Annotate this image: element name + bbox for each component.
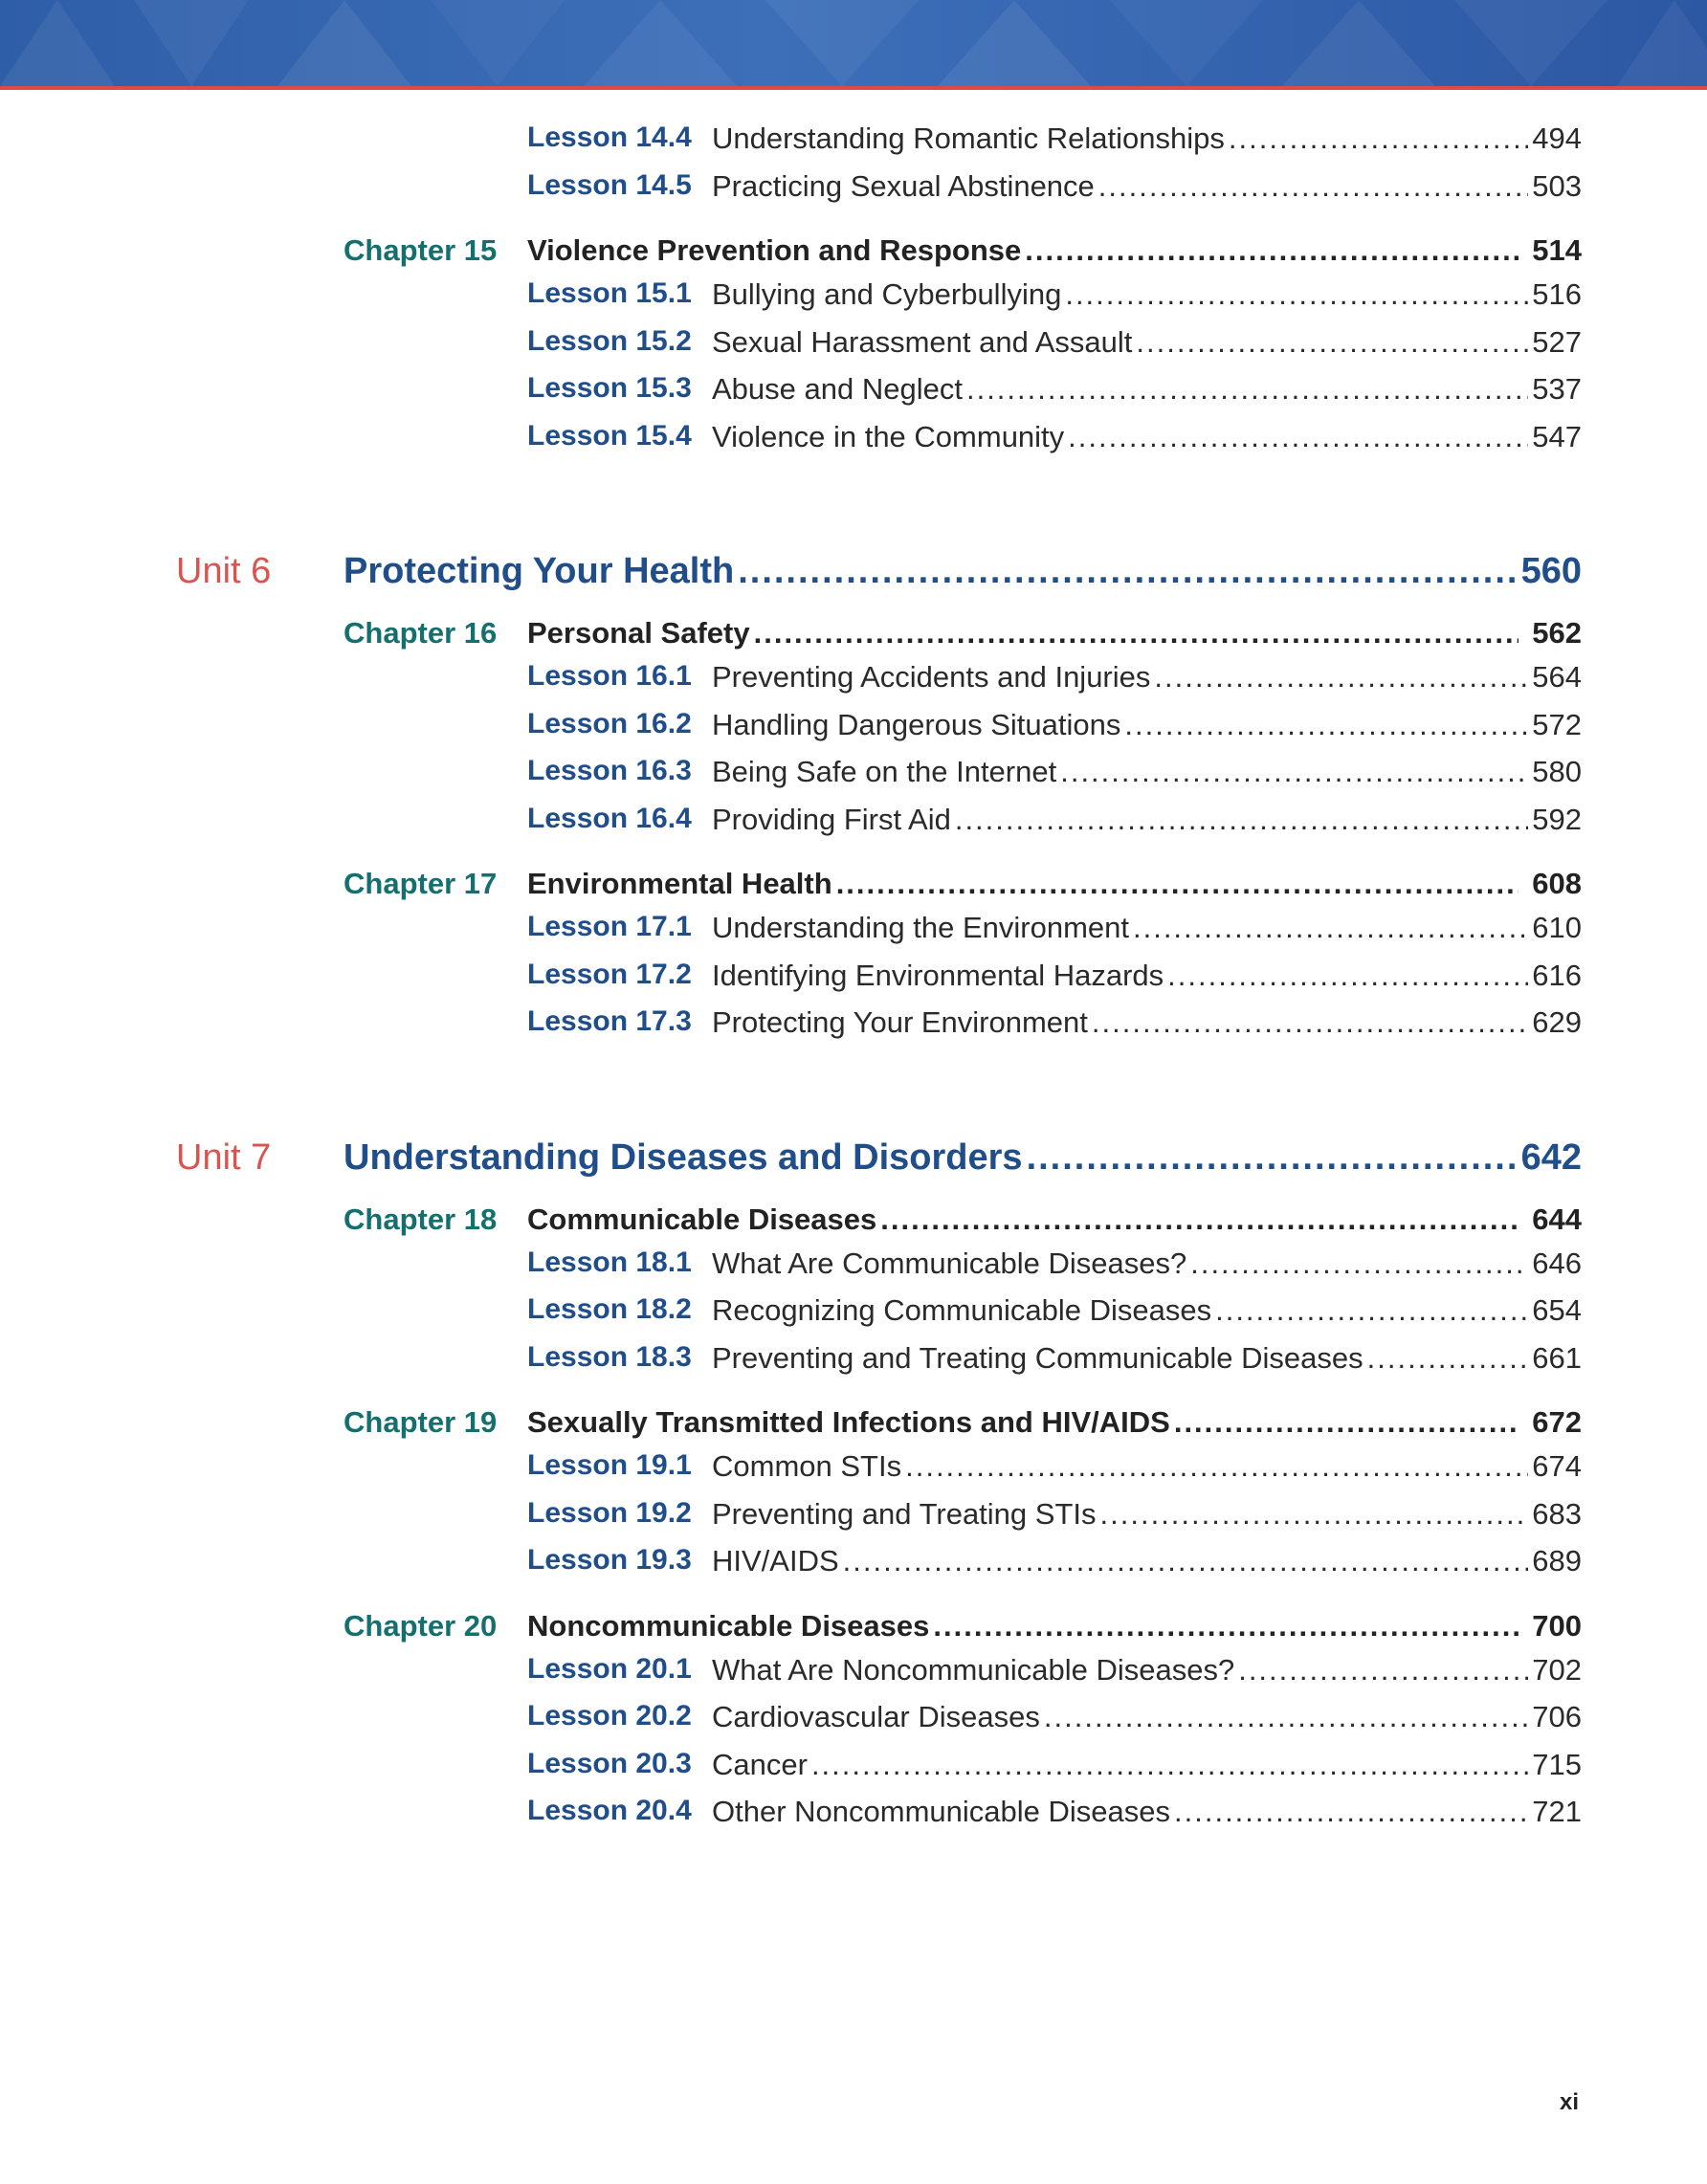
leader-dots (754, 616, 1519, 651)
lesson-title: Preventing Accidents and Injuries (712, 660, 1151, 694)
lesson-page: 629 (1532, 1005, 1582, 1039)
toc-lesson-row[interactable] (0, 1449, 1707, 1497)
lesson-title: Bullying and Cyberbullying (712, 277, 1062, 311)
leader-dots (1238, 1653, 1528, 1688)
table-of-contents (0, 121, 1707, 1842)
lesson-label: Lesson 19.2 (527, 1496, 692, 1529)
chapter-title: Noncommunicable Diseases (527, 1608, 930, 1643)
lesson-label: Lesson 20.3 (527, 1747, 692, 1779)
toc-lesson-row[interactable] (0, 277, 1707, 325)
lesson-label: Lesson 17.1 (527, 911, 692, 942)
banner-triangle-pattern (0, 0, 1707, 86)
lesson-title: What Are Communicable Diseases? (712, 1246, 1187, 1280)
leader-dots (843, 1544, 1529, 1578)
lesson-page: 706 (1532, 1700, 1582, 1733)
lesson-title: Providing First Aid (712, 802, 951, 836)
lesson-page: 646 (1532, 1246, 1582, 1280)
lesson-label: Lesson 20.1 (527, 1652, 692, 1685)
lesson-label: Lesson 14.4 (527, 121, 692, 153)
leader-dots (1044, 1700, 1528, 1734)
lesson-page: 702 (1532, 1652, 1582, 1687)
leader-dots (1215, 1293, 1528, 1328)
toc-lesson-row[interactable] (0, 1341, 1707, 1389)
leader-dots (1154, 660, 1528, 695)
lesson-title: Violence in the Community (712, 419, 1065, 453)
toc-lesson-row[interactable] (0, 1246, 1707, 1294)
lesson-title: Cardiovascular Diseases (712, 1700, 1040, 1733)
lesson-page: 516 (1532, 277, 1582, 311)
header-banner (0, 0, 1707, 88)
lesson-label: Lesson 16.2 (527, 707, 692, 739)
lesson-page: 527 (1532, 324, 1582, 359)
leader-dots (905, 1449, 1528, 1484)
lesson-title: Recognizing Communicable Diseases (712, 1293, 1212, 1327)
toc-lesson-row[interactable] (0, 169, 1707, 217)
lesson-label: Lesson 15.2 (527, 324, 692, 357)
toc-chapter-row[interactable] (0, 1609, 1707, 1647)
chapter-label: Chapter 15 (344, 233, 498, 267)
lesson-label: Lesson 19.1 (527, 1449, 692, 1481)
lesson-label: Lesson 16.3 (527, 755, 692, 786)
toc-chapter-row[interactable] (0, 1405, 1707, 1444)
chapter-page: 644 (1532, 1202, 1582, 1236)
lesson-page: 610 (1532, 911, 1582, 944)
chapter-page: 608 (1532, 867, 1582, 900)
leader-dots (1229, 121, 1528, 156)
lesson-title: Sexual Harassment and Assault (712, 324, 1133, 359)
lesson-page: 580 (1532, 755, 1582, 788)
unit-title: Understanding Diseases and Disorders (344, 1136, 1023, 1178)
lesson-label: Lesson 15.3 (527, 372, 692, 404)
toc-lesson-row[interactable] (0, 959, 1707, 1006)
lesson-page: 715 (1532, 1747, 1582, 1781)
chapter-label: Chapter 17 (344, 867, 498, 900)
lesson-label: Lesson 14.5 (527, 168, 692, 201)
lesson-page: 616 (1532, 958, 1582, 992)
leader-dots (1100, 1497, 1529, 1532)
lesson-title: Preventing and Treating STIs (712, 1496, 1097, 1531)
lesson-label: Lesson 16.1 (527, 660, 692, 692)
leader-dots (1190, 1246, 1528, 1281)
chapter-title: Environmental Health (527, 867, 832, 900)
page-number: xi (1560, 2089, 1580, 2115)
leader-dots (1068, 420, 1528, 454)
toc-lesson-row[interactable] (0, 1700, 1707, 1748)
chapter-title: Personal Safety (527, 616, 750, 650)
lesson-page: 689 (1532, 1544, 1582, 1577)
lesson-title: Cancer (712, 1747, 808, 1781)
leader-dots (955, 803, 1528, 837)
leader-dots (811, 1748, 1528, 1782)
toc-lesson-row[interactable] (0, 372, 1707, 420)
leader-dots (1025, 233, 1519, 268)
leader-dots (880, 1202, 1519, 1237)
lesson-page: 564 (1532, 660, 1582, 694)
leader-dots (1060, 755, 1528, 789)
toc-lesson-row[interactable] (0, 1653, 1707, 1701)
toc-lesson-row[interactable] (0, 420, 1707, 468)
lesson-page: 537 (1532, 372, 1582, 406)
toc-lesson-row[interactable] (0, 911, 1707, 959)
lesson-page: 683 (1532, 1496, 1582, 1531)
leader-dots (1174, 1405, 1519, 1440)
leader-dots (1133, 911, 1528, 945)
chapter-label: Chapter 18 (344, 1202, 498, 1236)
lesson-title: Common STIs (712, 1449, 902, 1483)
chapter-page: 672 (1532, 1405, 1582, 1439)
toc-chapter-row[interactable] (0, 867, 1707, 905)
lesson-label: Lesson 20.2 (527, 1700, 692, 1732)
lesson-title: HIV/AIDS (712, 1544, 839, 1577)
lesson-title: Other Noncommunicable Diseases (712, 1795, 1170, 1828)
lesson-title: What Are Noncommunicable Diseases? (712, 1652, 1235, 1687)
lesson-page: 592 (1532, 802, 1582, 836)
chapter-title: Sexually Transmitted Infections and HIV/AIDS (527, 1405, 1170, 1439)
chapter-label: Chapter 19 (344, 1405, 498, 1439)
toc-lesson-row[interactable] (0, 755, 1707, 803)
lesson-label: Lesson 17.3 (527, 1005, 692, 1037)
lesson-page: 654 (1532, 1293, 1582, 1327)
chapter-page: 562 (1532, 616, 1582, 650)
leader-dots (1065, 277, 1528, 312)
toc-lesson-row[interactable] (0, 325, 1707, 373)
toc-unit-row[interactable] (0, 551, 1707, 599)
lesson-title: Understanding the Environment (712, 911, 1129, 944)
chapter-title: Violence Prevention and Response (527, 233, 1022, 267)
lesson-label: Lesson 18.2 (527, 1293, 692, 1325)
toc-lesson-row[interactable] (0, 121, 1707, 169)
lesson-label: Lesson 19.3 (527, 1544, 692, 1576)
lesson-title: Preventing and Treating Communicable Diseases (712, 1340, 1363, 1375)
lesson-title: Abuse and Neglect (712, 372, 963, 406)
leader-dots (1174, 1795, 1528, 1829)
leader-dots (836, 867, 1519, 901)
toc-lesson-row[interactable] (0, 1544, 1707, 1592)
lesson-title: Identifying Environmental Hazards (712, 958, 1164, 992)
unit-title: Protecting Your Health (344, 551, 735, 591)
lesson-label: Lesson 18.3 (527, 1340, 692, 1373)
banner-accent-line (0, 86, 1707, 90)
toc-lesson-row[interactable] (0, 1005, 1707, 1053)
toc-lesson-row[interactable] (0, 1293, 1707, 1341)
leader-dots (933, 1609, 1519, 1644)
lesson-title: Protecting Your Environment (712, 1005, 1088, 1039)
lesson-label: Lesson 15.4 (527, 419, 692, 452)
lesson-label: Lesson 15.1 (527, 277, 692, 309)
lesson-label: Lesson 20.4 (527, 1795, 692, 1826)
toc-chapter-row[interactable] (0, 233, 1707, 272)
lesson-title: Being Safe on the Internet (712, 755, 1057, 788)
toc-lesson-row[interactable] (0, 1748, 1707, 1796)
chapter-page: 514 (1532, 233, 1582, 267)
lesson-page: 674 (1532, 1449, 1582, 1483)
toc-chapter-row[interactable] (0, 616, 1707, 654)
lesson-page: 503 (1532, 168, 1582, 203)
lesson-title: Practicing Sexual Abstinence (712, 168, 1095, 203)
toc-lesson-row[interactable] (0, 1497, 1707, 1545)
lesson-label: Lesson 16.4 (527, 802, 692, 834)
leader-dots (738, 551, 1517, 592)
toc-lesson-row[interactable] (0, 1795, 1707, 1842)
unit-page: 560 (1520, 551, 1582, 591)
leader-dots (1167, 959, 1528, 993)
lesson-page: 494 (1532, 121, 1582, 155)
lesson-page: 547 (1532, 419, 1582, 453)
leader-dots (966, 372, 1528, 407)
lesson-page: 661 (1532, 1340, 1582, 1375)
lesson-label: Lesson 17.2 (527, 958, 692, 990)
lesson-title: Handling Dangerous Situations (712, 707, 1121, 741)
leader-dots (1124, 708, 1528, 742)
toc-unit-row[interactable] (0, 1137, 1707, 1185)
lesson-label: Lesson 18.1 (527, 1246, 692, 1278)
leader-dots (1098, 169, 1528, 204)
chapter-title: Communicable Diseases (527, 1202, 877, 1236)
leader-dots (1136, 325, 1528, 360)
chapter-label: Chapter 16 (344, 616, 498, 650)
lesson-page: 572 (1532, 707, 1582, 741)
toc-lesson-row[interactable] (0, 708, 1707, 756)
toc-lesson-row[interactable] (0, 660, 1707, 708)
chapter-page: 700 (1532, 1608, 1582, 1643)
leader-dots (1367, 1341, 1529, 1376)
unit-page: 642 (1520, 1136, 1582, 1178)
unit-label: Unit 6 (176, 551, 272, 591)
toc-lesson-row[interactable] (0, 803, 1707, 850)
lesson-title: Understanding Romantic Relationships (712, 121, 1225, 155)
toc-chapter-row[interactable] (0, 1202, 1707, 1241)
unit-label: Unit 7 (176, 1136, 272, 1178)
lesson-page: 721 (1532, 1795, 1582, 1828)
chapter-label: Chapter 20 (344, 1608, 498, 1643)
leader-dots (1092, 1005, 1528, 1040)
leader-dots (1027, 1137, 1518, 1179)
